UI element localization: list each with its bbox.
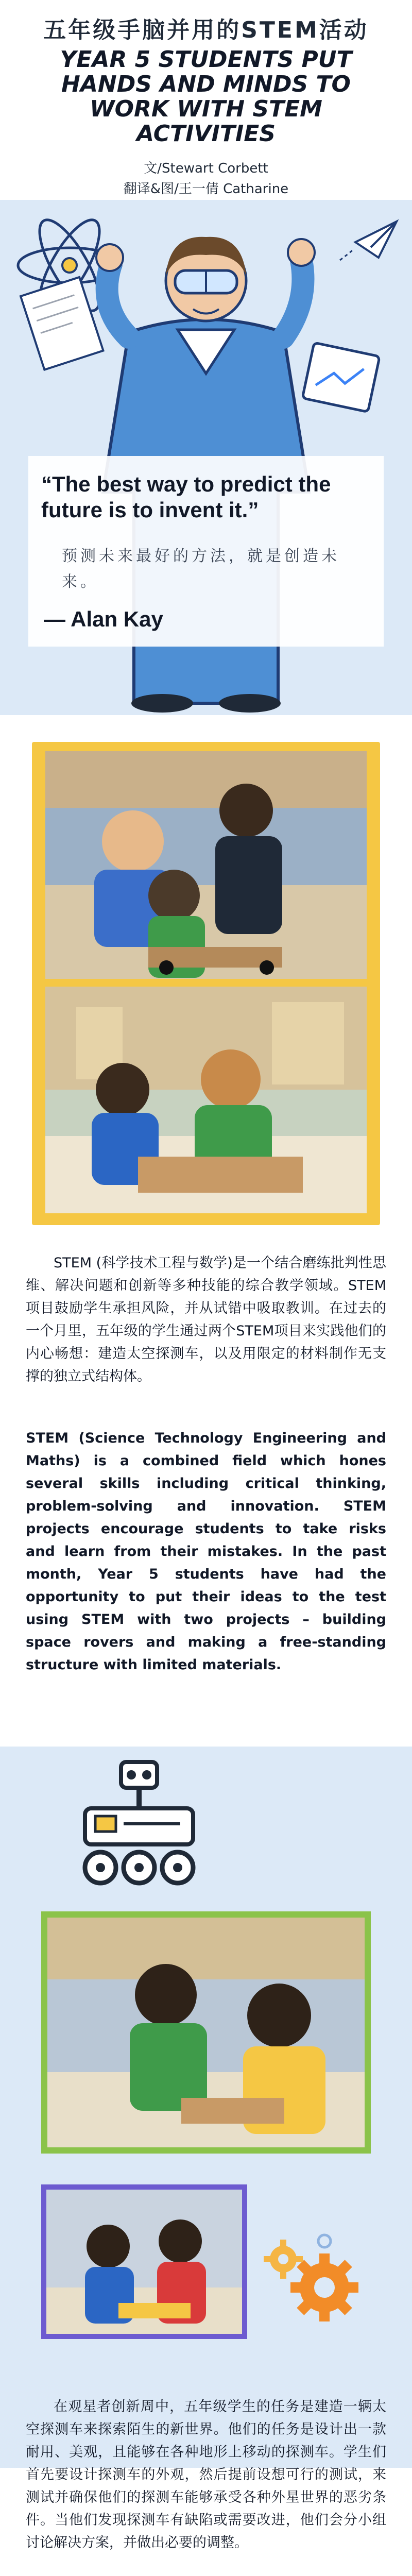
paper-plane-icon <box>340 222 397 260</box>
page-title-en: YEAR 5 STUDENTS PUT HANDS AND MINDS TO WORK WITH STEM ACTIVITIES <box>60 46 352 147</box>
photo-students-with-rover <box>46 2190 242 2334</box>
quote-author: — Alan Kay <box>44 607 163 631</box>
author-credit: 文/Stewart Corbett <box>144 161 268 176</box>
photo-students-assembling-model <box>45 987 367 1213</box>
translator-credit: 翻译&图/王一倩 Catharine <box>123 181 289 197</box>
photo-students-testing-rover <box>47 1918 365 2147</box>
intro-paragraph-cn: STEM (科学技术工程与数学)是一个结合磨练批判性思维、解决问题和创新等多种技能的综合教学领域。STEM 项目鼓励学生承担风险，并从试错中吸取教训。在过去的一个月里，五年级的学生通过两个STEM项目来实践他们的内心畅想：建造太空探测车，以及用限定的材料制作无支撑的独立式结构体。 <box>26 1255 386 1384</box>
page-title-cn: 五年级手脑并用的STEM活动 <box>43 17 369 43</box>
rover-paragraph-cn: 在观星者创新周中，五年级学生的任务是建造一辆太空探测车来探索陌生的新世界。他们的任务是设计出一款耐用、美观，且能够在各种地形上移动的探测车。学生们首先要设计探测车的外观，然后提前设想可行的测试，来测试并确保他们的探测车能够承受各种外星世界的恶劣条件。当他们发现探测车有缺陷或需要改进，他们会分小组讨论解决方案，并做出必要的调整。 <box>26 2399 386 2551</box>
photo-students-building-rover <box>45 751 367 979</box>
gears-icon <box>263 2231 366 2334</box>
intro-paragraph-en: STEM (Science Technology Engineering and Maths) is a combined field which hones several skills including critical thinking, problem-solving and innovation. STEM projects encourage students to take risks and learn from their mistakes. In the past month, Year 5 students have had the opportunity to put their ideas to the test using STEM with two projects – building space rovers and making a free-standing structure with limited materials. <box>26 1430 386 1673</box>
quote-text-cn: 预测未来最好的方法，就是创造未来。 <box>62 547 340 591</box>
rover-icon <box>72 1752 206 1891</box>
quote-text-en: “The best way to predict the future is to invent it.” <box>41 472 331 522</box>
